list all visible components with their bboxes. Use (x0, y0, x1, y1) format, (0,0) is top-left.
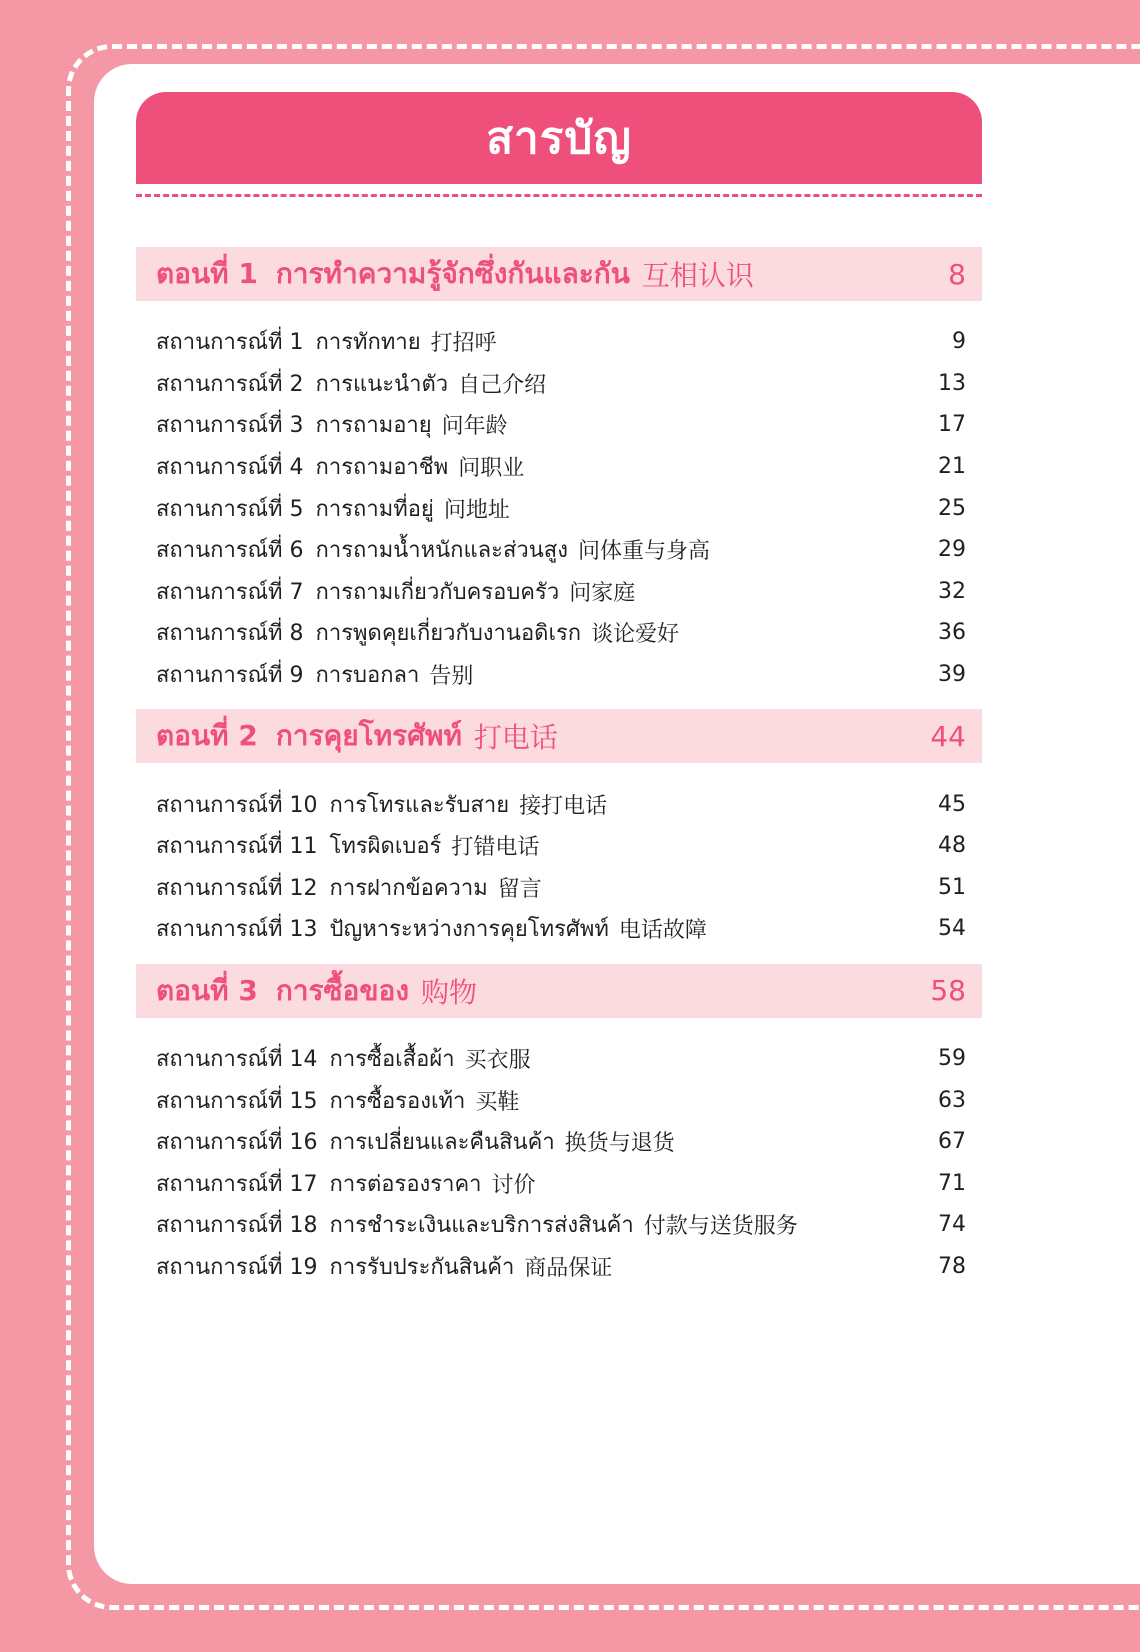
section-header[interactable] (136, 709, 982, 763)
entry-page-number: 39 (938, 662, 966, 688)
entry-chinese-title: 讨价 (491, 1172, 536, 1198)
page-title: สารบัญ (486, 113, 632, 164)
toc-entry[interactable] (136, 1246, 982, 1288)
section-label: ตอนที่ 1 (156, 257, 258, 290)
entry-title: การฝากข้อความ (329, 875, 488, 901)
toc-entry[interactable] (136, 1079, 982, 1121)
entry-chinese-title: 问家庭 (569, 580, 636, 606)
entry-page-number: 54 (938, 916, 966, 942)
toc-entry[interactable] (136, 1163, 982, 1205)
entry-page-number: 45 (938, 791, 966, 817)
entry-chinese-title: 问地址 (443, 497, 510, 523)
entry-chinese-title: 买鞋 (475, 1089, 520, 1115)
entry-title: การต่อรองราคา (329, 1171, 482, 1197)
entry-chinese-title: 自己介绍 (458, 372, 547, 398)
entry-chinese-title: 谈论爱好 (591, 622, 680, 648)
entry-title: การเปลี่ยนและคืนสินค้า (329, 1130, 555, 1156)
section-title: การคุยโทรศัพท์ (275, 719, 462, 753)
entry-chinese-title: 打招呼 (430, 331, 497, 357)
entry-title: การทักทาย (315, 330, 421, 356)
entry-label: สถานการณ์ที่ 8 (156, 621, 304, 647)
section-page-number: 8 (948, 257, 966, 291)
toc-entry[interactable] (136, 867, 982, 909)
toc-entry[interactable] (136, 404, 982, 446)
toc-entry[interactable] (136, 1121, 982, 1163)
entry-chinese-title: 告别 (429, 664, 474, 690)
entry-title: การถามที่อยู่ (315, 496, 434, 522)
entry-chinese-title: 问年龄 (441, 414, 508, 440)
section-label: ตอนที่ 3 (156, 973, 258, 1007)
section-chinese-title: 购物 (421, 975, 478, 1009)
toc-entry[interactable] (136, 654, 982, 696)
entry-label: สถานการณ์ที่ 6 (156, 538, 304, 564)
entry-title: ปัญหาระหว่างการคุยโทรศัพท์ (329, 917, 609, 943)
entry-label: สถานการณ์ที่ 10 (156, 792, 318, 818)
section-header[interactable] (136, 247, 982, 301)
entry-label: สถานการณ์ที่ 13 (156, 917, 318, 943)
toc-entry[interactable] (136, 908, 982, 950)
entry-chinese-title: 留言 (497, 876, 542, 902)
entry-title: การพูดคุยเกี่ยวกับงานอดิเรก (315, 621, 582, 647)
entry-title: การชำระเงินและบริการส่งสินค้า (329, 1213, 634, 1239)
entry-label: สถานการณ์ที่ 4 (156, 455, 304, 481)
section-header[interactable] (136, 964, 982, 1018)
entry-title: การถามอาชีพ (315, 455, 449, 481)
entry-chinese-title: 换货与退货 (564, 1131, 675, 1157)
entry-chinese-title: 问职业 (458, 456, 525, 482)
entry-label: สถานการณ์ที่ 7 (156, 579, 304, 605)
title-divider (136, 194, 982, 197)
entry-title: การรับประกันสินค้า (329, 1254, 515, 1280)
title-banner (136, 92, 982, 184)
entry-label: สถานการณ์ที่ 1 (156, 330, 304, 356)
entry-chinese-title: 电话故障 (618, 918, 707, 944)
entry-title: การซื้อเสื้อผ้า (329, 1047, 455, 1073)
entry-title: การโทรและรับสาย (329, 792, 510, 818)
entry-label: สถานการณ์ที่ 19 (156, 1254, 318, 1280)
entry-label: สถานการณ์ที่ 5 (156, 496, 304, 522)
entry-page-number: 48 (938, 833, 966, 859)
entry-list (136, 301, 982, 709)
entry-page-number: 78 (938, 1253, 966, 1279)
entry-page-number: 59 (938, 1046, 966, 1072)
toc-entry[interactable] (136, 1204, 982, 1246)
section-title: การทำความรู้จักซึ่งกันและกัน (275, 257, 630, 290)
entry-chinese-title: 问体重与身高 (577, 539, 710, 565)
toc-entry[interactable] (136, 529, 982, 571)
entry-label: สถานการณ์ที่ 11 (156, 834, 318, 860)
entry-page-number: 32 (938, 578, 966, 604)
section-label: ตอนที่ 2 (156, 719, 258, 753)
entry-list (136, 1018, 982, 1302)
entry-list (136, 763, 982, 963)
entry-chinese-title: 接打电话 (519, 793, 608, 819)
entry-label: สถานการณ์ที่ 18 (156, 1213, 318, 1239)
entry-page-number: 13 (938, 370, 966, 396)
entry-label: สถานการณ์ที่ 14 (156, 1047, 318, 1073)
entry-page-number: 25 (938, 495, 966, 521)
entry-page-number: 21 (938, 454, 966, 480)
entry-page-number: 71 (938, 1170, 966, 1196)
entry-title: การบอกลา (315, 663, 420, 689)
entry-page-number: 63 (938, 1087, 966, 1113)
entry-label: สถานการณ์ที่ 16 (156, 1130, 318, 1156)
entry-chinese-title: 打错电话 (451, 835, 540, 861)
entry-label: สถานการณ์ที่ 12 (156, 875, 318, 901)
section-chinese-title: 互相认识 (641, 259, 754, 292)
entry-label: สถานการณ์ที่ 9 (156, 663, 304, 689)
section-chinese-title: 打电话 (473, 721, 558, 755)
entry-page-number: 51 (938, 874, 966, 900)
entry-label: สถานการณ์ที่ 2 (156, 371, 304, 397)
toc-entry[interactable] (136, 363, 982, 405)
entry-page-number: 9 (952, 329, 966, 355)
entry-label: สถานการณ์ที่ 3 (156, 413, 304, 439)
toc-entry[interactable] (136, 571, 982, 613)
entry-page-number: 29 (938, 537, 966, 563)
entry-title: การแนะนำตัว (315, 371, 449, 397)
toc-entry[interactable] (136, 321, 982, 363)
entry-title: โทรผิดเบอร์ (329, 834, 442, 860)
toc-entry[interactable] (136, 825, 982, 867)
entry-title: การถามอายุ (315, 413, 432, 439)
toc-entry[interactable] (136, 487, 982, 529)
toc-entry[interactable] (136, 612, 982, 654)
entry-page-number: 74 (938, 1212, 966, 1238)
entry-page-number: 17 (938, 412, 966, 438)
section-page-number: 44 (930, 719, 966, 753)
entry-chinese-title: 付款与送货服务 (643, 1214, 798, 1240)
entry-label: สถานการณ์ที่ 17 (156, 1171, 318, 1197)
table-of-contents (136, 247, 982, 1301)
toc-entry[interactable] (136, 1038, 982, 1080)
entry-page-number: 36 (938, 620, 966, 646)
entry-chinese-title: 买衣服 (464, 1048, 531, 1074)
toc-entry[interactable] (136, 446, 982, 488)
entry-title: การถามน้ำหนักและส่วนสูง (315, 538, 568, 564)
entry-label: สถานการณ์ที่ 15 (156, 1088, 318, 1114)
section-page-number: 58 (930, 974, 966, 1008)
entry-title: การถามเกี่ยวกับครอบครัว (315, 579, 560, 605)
entry-title: การซื้อรองเท้า (329, 1088, 466, 1114)
toc-entry[interactable] (136, 783, 982, 825)
section-title: การซื้อของ (275, 973, 409, 1007)
entry-page-number: 67 (938, 1129, 966, 1155)
entry-chinese-title: 商品保证 (524, 1255, 613, 1281)
